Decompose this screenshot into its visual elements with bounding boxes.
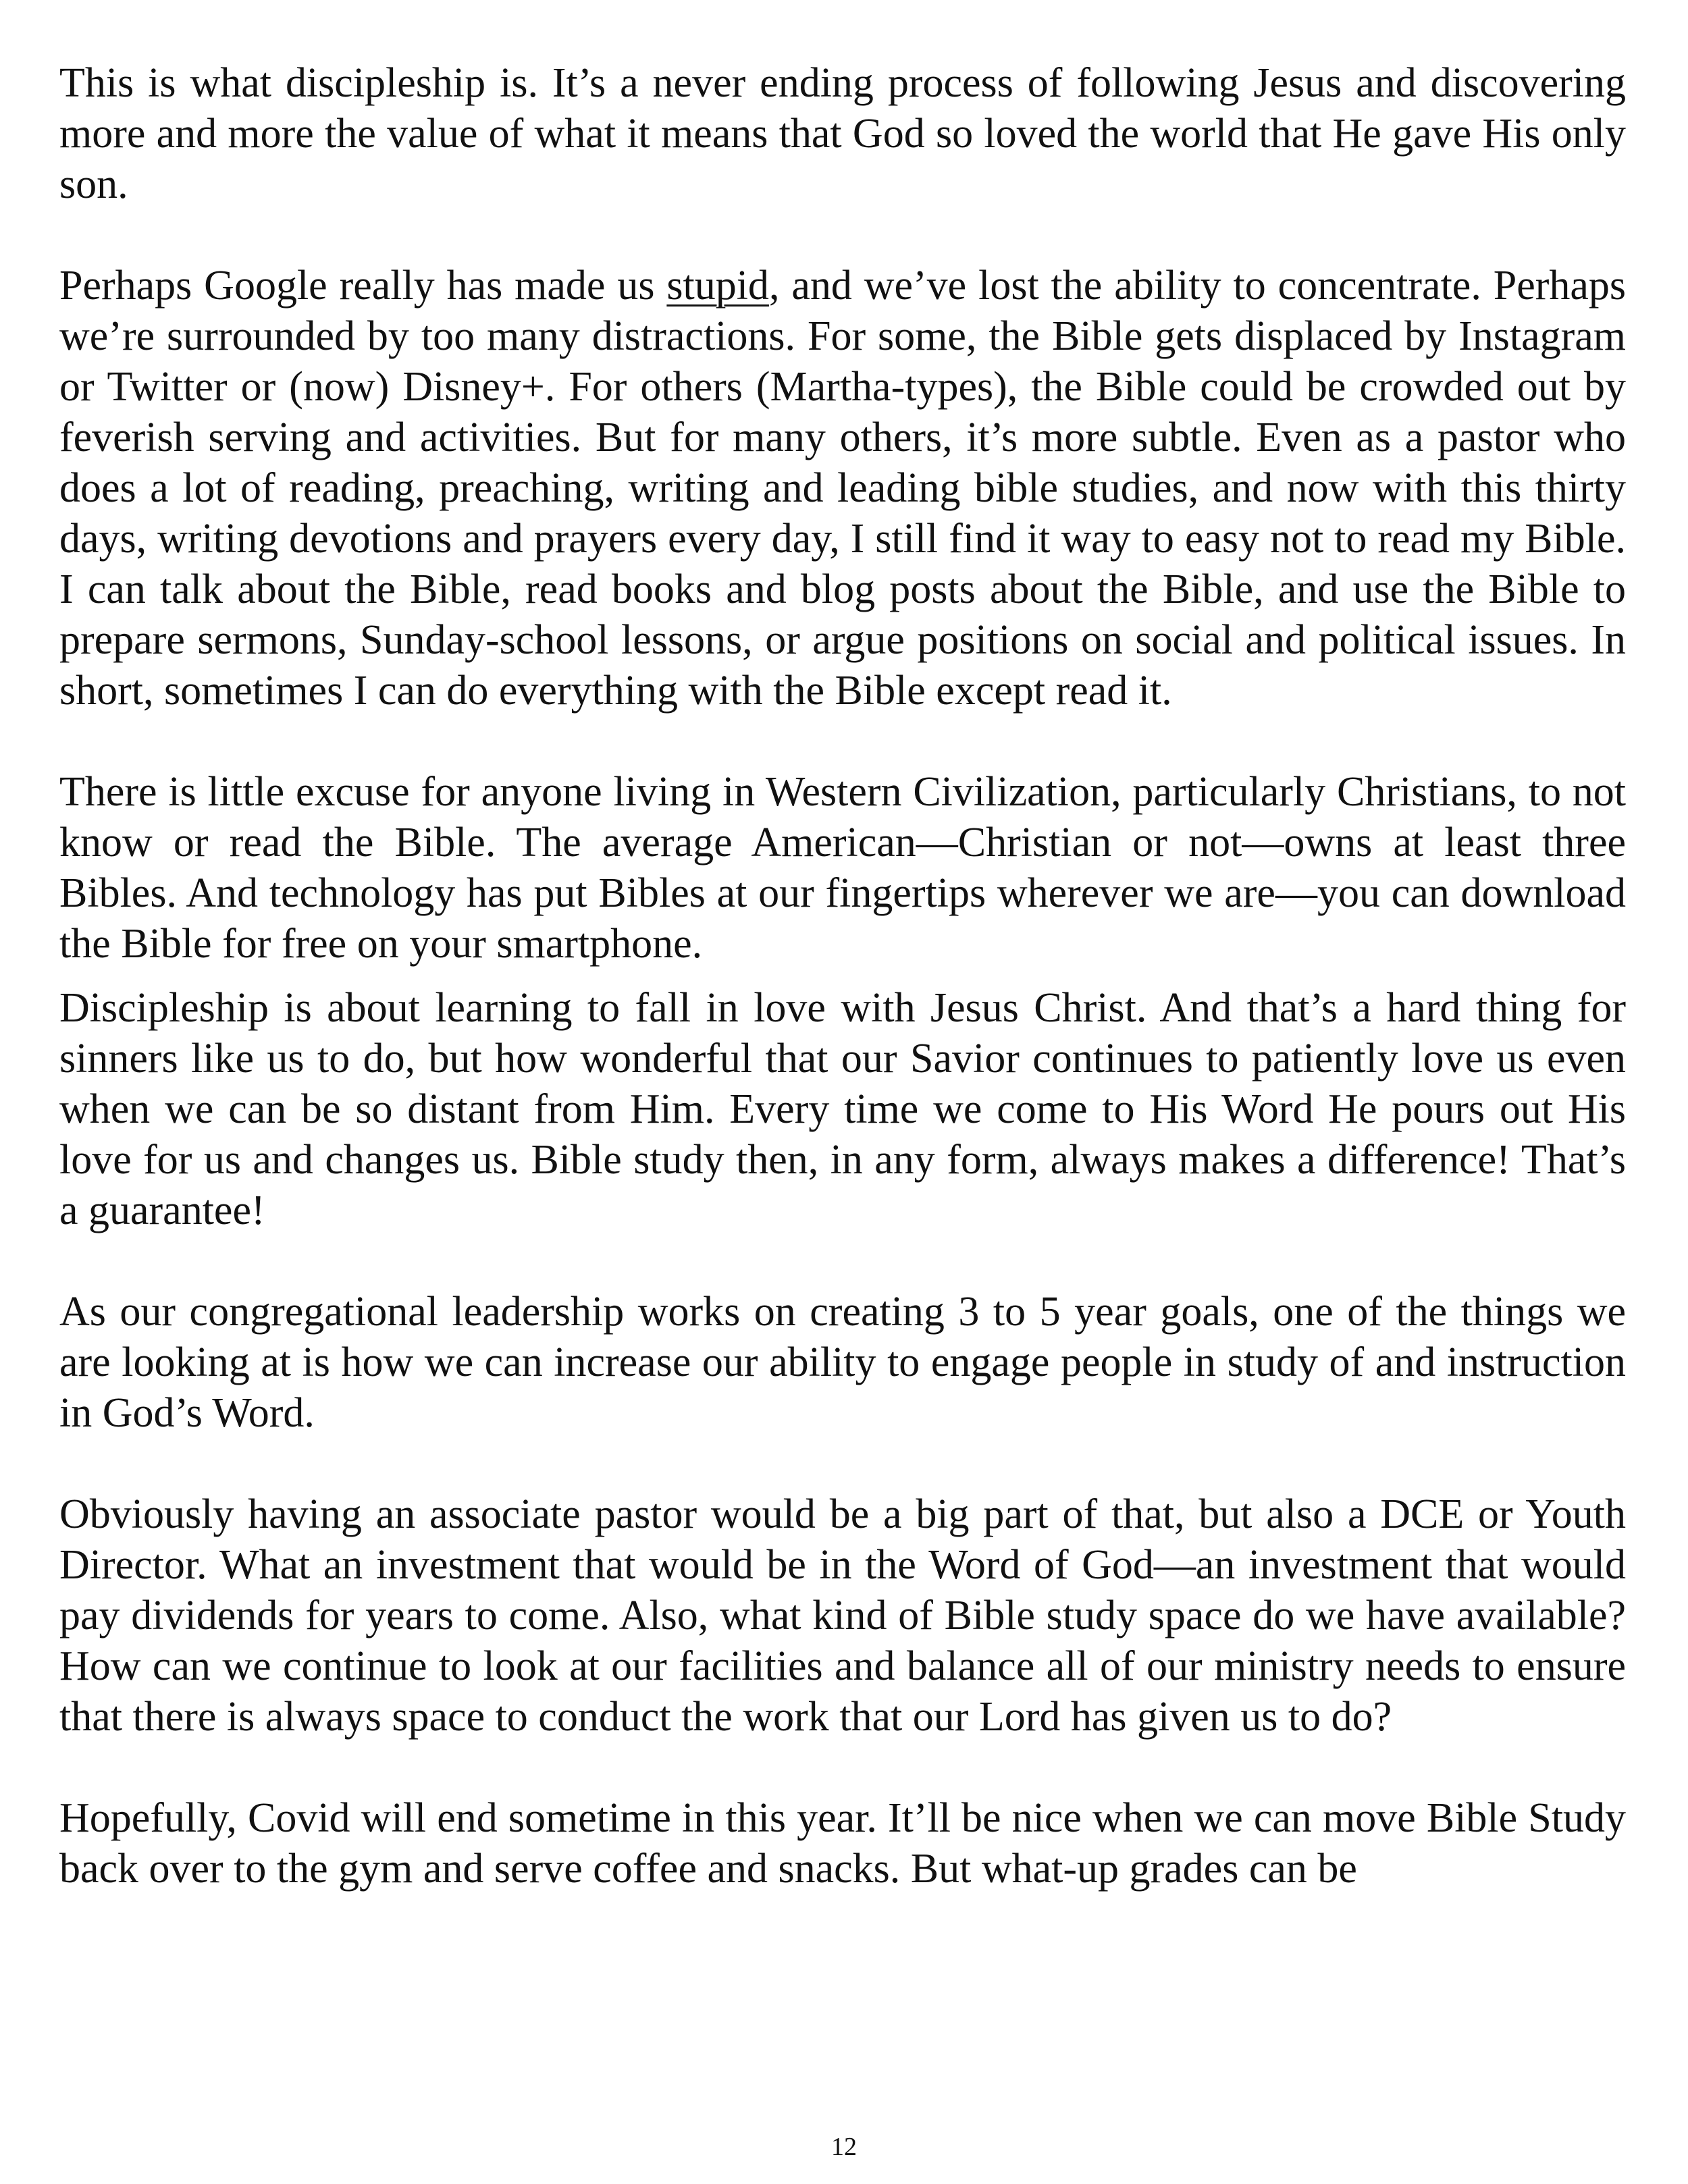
paragraph-no-excuse: There is little excuse for anyone living in Western Civilization, particularly Christians, to not know or read the Bible. The average American—Christian or not—owns at least three Bibles. And technology has put Bibles at our fingertips wherever we are—you can download the Bible for free on your smartphone. <box>59 769 1626 967</box>
paragraph-text-segment: Perhaps Google really has made us <box>59 263 667 309</box>
page-number: 12 <box>831 2133 857 2161</box>
paragraph-fall-in-love: Discipleship is about learning to fall in love with Jesus Christ. And that’s a hard thing for sinners like us to do, but how wonderful that our Savior continues to patiently love us even when we can be so distant from Him. Every time we come to His Word He pours out His love for us and changes us. Bible study then, in any form, always makes a difference! That’s a guarantee! <box>59 985 1626 1233</box>
paragraph-covid-end: Hopefully, Covid will end sometime in this year. It’ll be nice when we can move Bible Study back over to the gym and serve coffee and snacks. But what-up grades can be <box>59 1795 1626 1892</box>
body-text <box>59 58 1626 1894</box>
paragraph-text-segment: , and we’ve lost the ability to concentrate. Perhaps we’re surrounded by too many distractions. For some, the Bible gets displaced by Instagram or Twitter or (now) Disney+. For others (Martha-types), the Bible could be crowded out by feverish serving and activities. But for many others, it’s more subtle. Even as a pastor who does a lot of reading, preaching, writing and leading bible studies, and now with this thirty days, writing devotions and prayers every day, I still find it way to easy not to read my Bible. I can talk about the Bible, read books and blog posts about the Bible, and use the Bible to prepare sermons, Sunday-school lessons, or argue positions on social and political issues. In short, sometimes I can do everything with the Bible except read it. <box>59 263 1627 714</box>
paragraph-discipleship-definition: This is what discipleship is. It’s a never ending process of following Jesus and discovering more and more the value of what it means that God so loved the world that He gave His only son. <box>59 60 1626 207</box>
paragraph-associate-pastor: Obviously having an associate pastor would be a big part of that, but also a DCE or Youth Director. What an investment that would be in the Word of God—an investment that would pay dividends for years to come. Also, what kind of Bible study space do we have available? How can we continue to look at our facilities and balance all of our ministry needs to ensure that there is always space to conduct the work that our Lord has given us to do? <box>59 1491 1626 1740</box>
paragraph-congregational-goals: As our congregational leadership works on creating 3 to 5 year goals, one of the things we are looking at is how we can increase our ability to engage people in study of and instruction in God’s Word. <box>59 1289 1626 1436</box>
stupid-link[interactable]: stupid <box>666 263 769 309</box>
paragraph-google-distractions <box>59 261 1626 716</box>
